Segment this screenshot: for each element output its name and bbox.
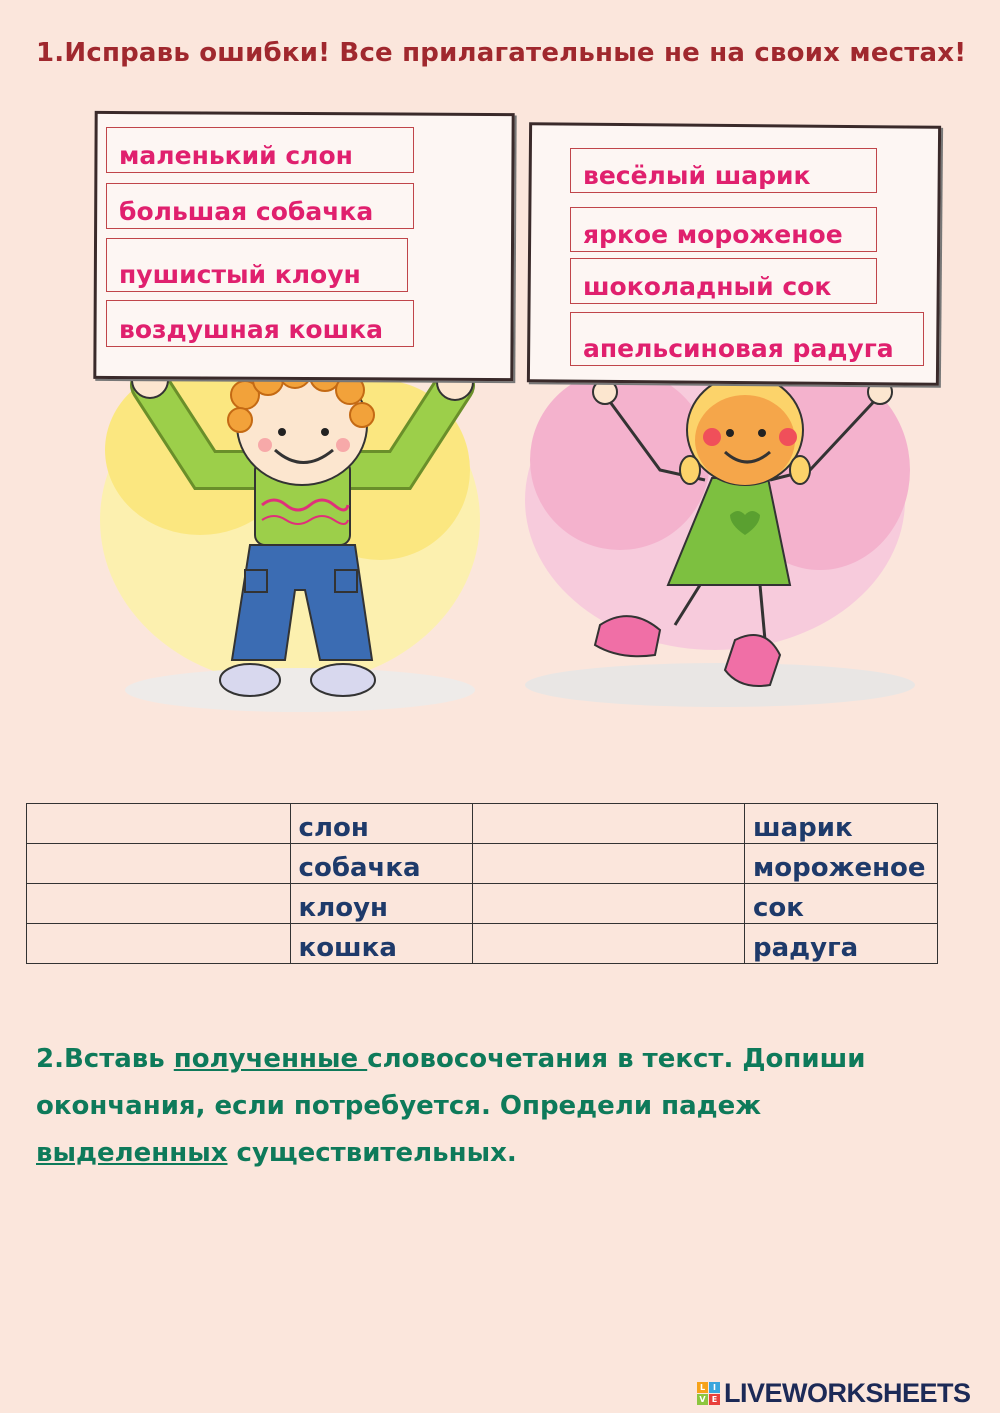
phrase-box-right-4[interactable]: апельсиновая радуга bbox=[570, 312, 924, 366]
adjective-input-cell[interactable] bbox=[473, 844, 745, 884]
phrase-box-right-1[interactable]: весёлый шарик bbox=[570, 148, 877, 193]
task1-title: 1.Исправь ошибки! Все прилагательные не на своих местах! bbox=[36, 38, 967, 68]
adjective-input-cell[interactable] bbox=[27, 804, 291, 844]
noun-cell: собачка bbox=[290, 844, 473, 884]
noun-cell: кошка bbox=[290, 924, 473, 964]
phrase-box-right-3[interactable]: шоколадный сок bbox=[570, 258, 877, 304]
liveworksheets-logo-text: LIVEWORKSHEETS bbox=[724, 1377, 971, 1408]
adjective-input-cell[interactable] bbox=[473, 804, 745, 844]
adjective-input-cell[interactable] bbox=[473, 884, 745, 924]
noun-cell: радуга bbox=[744, 924, 937, 964]
table-row bbox=[27, 804, 938, 844]
logo-mark-letter: L bbox=[697, 1382, 708, 1393]
noun-cell: шарик bbox=[744, 804, 937, 844]
table-row bbox=[27, 844, 938, 884]
noun-cell: мороженое bbox=[744, 844, 937, 884]
logo-mark-letter: E bbox=[709, 1394, 720, 1405]
noun-cell: клоун bbox=[290, 884, 473, 924]
answer-table bbox=[26, 803, 938, 964]
liveworksheets-logo-icon bbox=[697, 1382, 720, 1405]
logo-mark-letter: V bbox=[697, 1394, 708, 1405]
task2-instructions bbox=[36, 1036, 936, 1177]
phrase-box-left-2[interactable]: большая собачка bbox=[106, 183, 414, 229]
adjective-input-cell[interactable] bbox=[27, 884, 291, 924]
liveworksheets-logo bbox=[697, 1378, 971, 1408]
table-row bbox=[27, 924, 938, 964]
task2-underlined-word-1: полученные bbox=[173, 1044, 368, 1074]
table-row bbox=[27, 884, 938, 924]
noun-cell: сок bbox=[744, 884, 937, 924]
noun-cell: слон bbox=[290, 804, 473, 844]
task2-underlined-word-2: выделенных bbox=[36, 1138, 228, 1168]
adjective-input-cell[interactable] bbox=[473, 924, 745, 964]
phrase-box-left-3[interactable]: пушистый клоун bbox=[106, 238, 408, 292]
logo-mark-letter: I bbox=[709, 1382, 720, 1393]
adjective-input-cell[interactable] bbox=[27, 924, 291, 964]
task2-text-part2: словосочетания в текст. Допиши окончания, если потребуется. Определи падеж bbox=[36, 1044, 866, 1121]
phrase-box-left-1[interactable]: маленький слон bbox=[106, 127, 414, 173]
phrase-box-left-4[interactable]: воздушная кошка bbox=[106, 300, 414, 347]
task2-text-part1: 2.Вставь bbox=[36, 1044, 174, 1074]
phrase-box-right-2[interactable]: яркое мороженое bbox=[570, 207, 877, 252]
task2-text-part3: существительных. bbox=[227, 1138, 517, 1168]
adjective-input-cell[interactable] bbox=[27, 844, 291, 884]
